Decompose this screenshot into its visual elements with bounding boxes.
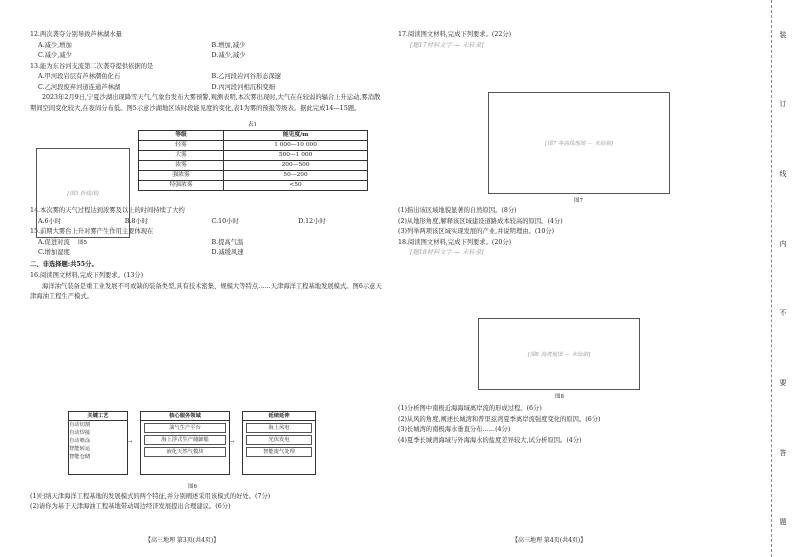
q17-stem: 17.阅读图文材料,完成下列要求。(22分) — [398, 31, 512, 38]
table-cell: 浓雾 — [139, 161, 224, 171]
table-cell: 轻雾 — [139, 141, 224, 151]
footer-left: 【高三地理 第3页(共4页)】 — [145, 537, 220, 544]
flow-item: 光伏发电 — [246, 435, 312, 445]
flow-item: 智能转运 — [69, 446, 91, 452]
q13-stem: 13.能为东谷河支流第二次袭夺提供依据的是 — [30, 62, 154, 70]
table-cell: 50—200 — [224, 171, 368, 181]
table-cell: 200—500 — [224, 161, 368, 171]
q18-sub-1: (1)分析图中南极近海海域离岸流的形成过程。(6分) — [398, 405, 542, 412]
table-cell: 强浓雾 — [139, 171, 224, 181]
figure-7-placeholder: [图7 等高线地图 — 未绘制] — [544, 141, 614, 147]
table-cell: 500—1 000 — [224, 151, 368, 161]
right-column — [398, 30, 750, 51]
q13-option-c[interactable]: C.乙河段废弃河道连通芦林湖 — [38, 83, 121, 91]
flow-box-core-service — [140, 411, 230, 475]
figure-5-caption: 图5 — [78, 240, 87, 246]
q14-option-a[interactable]: A.6小时 — [38, 217, 62, 225]
table-row — [139, 141, 368, 151]
binding-char: 装 — [779, 30, 787, 39]
flow-item: 自动焊接 — [69, 430, 91, 436]
q15-option-c[interactable]: C.增加湿度 — [38, 249, 70, 256]
binding-char: 答 — [779, 448, 787, 457]
flow-item: 油气生产平台 — [144, 423, 226, 433]
table-cell: 特强浓雾 — [139, 181, 224, 191]
q18-stem: 18.阅读图文材料,完成下列要求。(20分) — [398, 238, 512, 246]
figure-8-caption: 图8 — [555, 394, 564, 400]
binding-strip — [771, 0, 794, 557]
flow-box-title: 核心服务领域 — [141, 412, 229, 421]
flow-item: 海上风电 — [246, 423, 312, 433]
figure-6-caption: 图6 — [188, 484, 197, 490]
binding-char: 题 — [779, 518, 787, 527]
flow-box-extension — [242, 411, 316, 475]
table-1 — [138, 130, 368, 191]
q16-passage: 海洋油气装备是重工业发展不可或缺的装备类型,具有技术密集、规模大等特点……天津海洋工程基地发展模式。图6示意天津海油工程生产模式。 — [30, 282, 382, 300]
q13-option-a[interactable]: A.甲河段岩层有芦林潮鱼化石 — [38, 73, 121, 80]
flow-item: 智能废气处理 — [246, 447, 312, 457]
q17-sub-3: (3)列举两项该区域实现发展的产业,并说明理由。(10分) — [398, 228, 555, 235]
q13-options — [30, 72, 385, 93]
flow-box-key-process — [68, 411, 128, 475]
figure-8-map — [478, 318, 640, 390]
table-1-title: 表1 — [248, 122, 257, 128]
figure-7-caption: 图7 — [574, 198, 583, 204]
q18-sub-3: (3)长城湾的南极海水垂直分布……(4分) — [398, 426, 511, 433]
q15-stem: 15.前期大雾台上升对雾产生作用主要体现在 — [30, 228, 154, 235]
q16-sub-2: (2)请你为基于天津海油工程基地带动周边经济发展提出合理建议。(6分) — [30, 503, 231, 510]
flow-box-title: 延续延伸 — [243, 412, 315, 421]
table-cell: <50 — [224, 181, 368, 191]
table-row — [139, 161, 368, 171]
flow-item: 自动切割 — [69, 422, 91, 428]
binding-char: 订 — [779, 100, 787, 109]
figure-7-map — [488, 92, 670, 194]
figure-6-flowchart — [68, 411, 318, 481]
table-header-visibility: 能见度/m — [224, 131, 368, 141]
q16-subquestions — [30, 492, 385, 512]
arrow-icon: → — [128, 439, 133, 445]
q18-sub-4: (4)夏季长城湾海域与外海海水的盐度差异较大,试分析原因。(4分) — [398, 436, 582, 444]
q17-sub-2: (2)从地形角度,解释该区域建设道路成本较高的原因。(4分) — [398, 217, 563, 225]
flow-item: 自动喷涂 — [69, 438, 91, 444]
footer-right: 【高三地理 第4页(共4页)】 — [512, 537, 587, 544]
table-row — [139, 181, 368, 191]
section-2-heading: 二、非选择题:共55分。 — [30, 260, 98, 268]
table-cell: 大雾 — [139, 151, 224, 161]
binding-char: 内 — [779, 239, 787, 248]
q14-option-b[interactable]: B.8小时 — [124, 217, 148, 225]
flow-item: 海上浮式生产储卸船 — [144, 435, 226, 445]
flow-item: 智能仓储 — [69, 454, 91, 460]
q13-option-d[interactable]: D.丙河段河相沉积变细 — [211, 83, 275, 91]
q12-options — [30, 41, 385, 62]
q17-18-text — [398, 206, 750, 259]
q14-option-d[interactable]: D.12小时 — [298, 217, 326, 225]
arrow-icon: → — [230, 439, 235, 445]
q13-option-b[interactable]: B.乙河段岩河谷形态深邃 — [211, 73, 282, 80]
flow-box-title: 关键工艺 — [69, 412, 127, 421]
q12-option-b[interactable]: B.增加,减少 — [211, 41, 246, 49]
q15-option-b[interactable]: B.提高气温 — [211, 238, 244, 246]
q14-option-c[interactable]: C.10小时 — [211, 217, 239, 225]
q16-stem: 16.阅读图文材料,完成下列要求。(13分) — [30, 272, 144, 279]
q12-option-d[interactable]: D.减少,减少 — [211, 52, 246, 59]
q17-sub-1: (1)指出该区域地貌显著的自然原因。(8分) — [398, 207, 517, 214]
q18-subquestions — [398, 404, 750, 446]
q17-passage: [题17材料文字 — 未转录] — [410, 41, 484, 49]
figure-8-placeholder: [图8 海湾地图 — 未绘制] — [527, 352, 591, 358]
table-cell: 1 000—10 000 — [224, 141, 368, 151]
binding-char: 不 — [779, 309, 787, 318]
flow-item: 液化天然气模块 — [144, 447, 226, 457]
table-row — [139, 171, 368, 181]
q16-sub-1: (1)归纳天津海洋工程基地的发展模式的两个特征,并分别阐述采用该模式的好处。(7分) — [30, 493, 271, 500]
binding-char: 线 — [779, 170, 787, 179]
q15-option-d[interactable]: D.减缓风速 — [211, 249, 244, 256]
q12-stem: 12.两次袭夺分别导致芦林湖水量 — [30, 31, 122, 38]
q14-stem: 14.本次雾的天气过程达到浓雾及以上的时间持续了大约 — [30, 207, 185, 214]
q15-option-a[interactable]: A.促进对流 — [38, 238, 70, 246]
q12-option-a[interactable]: A.减少,增加 — [38, 41, 72, 49]
table-header-grade: 等级 — [139, 131, 224, 141]
table-row — [139, 151, 368, 161]
binding-char: 要 — [779, 378, 787, 387]
table-header-row — [139, 131, 368, 141]
figure-5-chart: [图5 折线图] — [36, 148, 130, 238]
q12-option-c[interactable]: C.减少,减少 — [38, 52, 72, 59]
q18-sub-2: (2)从风的角度,阐述长城湾和普里兹湾夏季离岸流强度变化的原因。(6分) — [398, 415, 601, 423]
q18-passage: [题18材料文字 — 未转录] — [410, 249, 484, 256]
passage-14-15: 2023年2月9日,宁夏沙湖出现降雪天气,气象台发布大雾预警,观测表明,本次雾出现时,大气在在较弱的辐合上升运动,雾消散期间空间变化较大,在夜间分布低。图5示意沙湖地区该时段能见度的变化,表1为雾的预报等级表。据此完成14—15题。 — [30, 94, 381, 112]
